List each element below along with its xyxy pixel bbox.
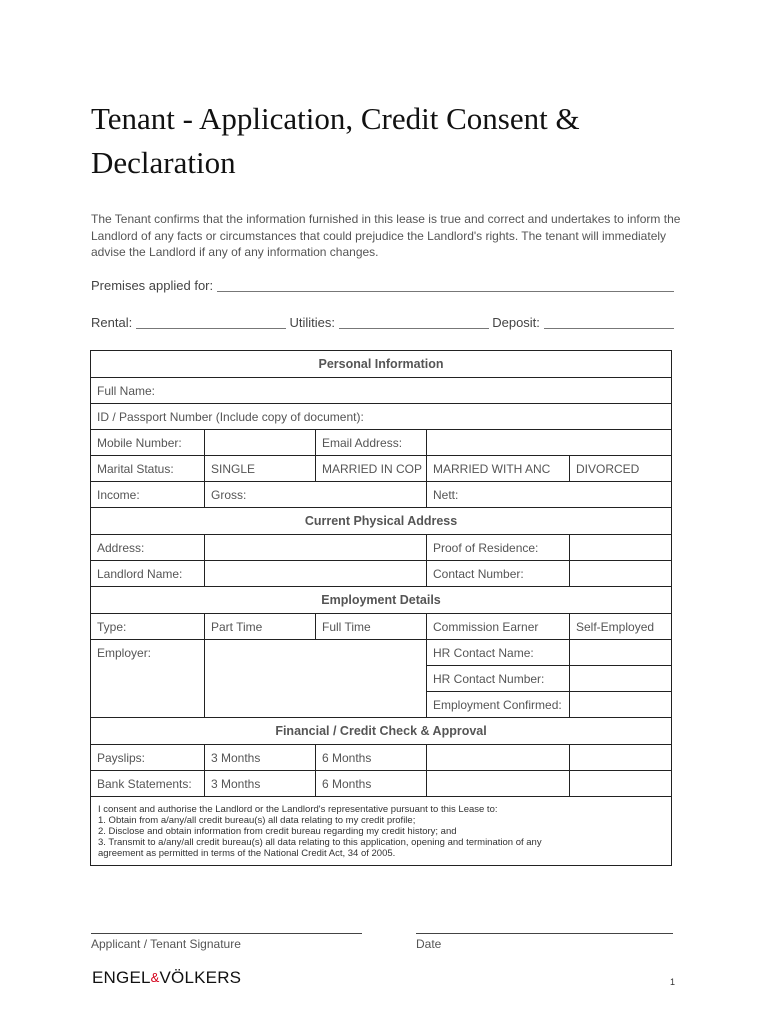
mobile-number-input[interactable] [205,430,316,456]
table-row [91,587,672,614]
mobile-number-label: Mobile Number: [91,430,205,456]
premises-field-row [91,278,674,293]
logo-text-left: ENGEL [92,968,151,987]
email-address-label: Email Address: [316,430,427,456]
payslips-extra-cell[interactable] [427,745,570,771]
page-number: 1 [670,977,676,987]
table-row [91,614,672,640]
table-row [91,745,672,771]
personal-information-heading: Personal Information [91,351,672,378]
credit-consent-text [91,797,672,866]
premises-label: Premises applied for: [91,278,214,293]
logo-text-right: VÖLKERS [159,968,242,987]
consent-line: 2. Disclose and obtain information from credit bureau regarding my credit history; and [98,826,457,837]
email-address-input[interactable] [427,430,672,456]
address-input[interactable] [205,535,427,561]
table-row [91,771,672,797]
date-line[interactable] [416,933,673,934]
hr-contact-name-input[interactable] [570,640,672,666]
employment-type-label: Type: [91,614,205,640]
marital-option-single[interactable]: SINGLE [205,456,316,482]
current-address-heading: Current Physical Address [91,508,672,535]
date-label: Date [416,937,442,951]
consent-line: 1. Obtain from a/any/all credit bureau(s) all data relating to my credit profile; [98,815,416,826]
payslips-3-months-option[interactable]: 3 Months [205,745,316,771]
employment-details-heading: Employment Details [91,587,672,614]
utilities-label: Utilities: [289,315,335,330]
type-option-self-employed[interactable]: Self-Employed [570,614,672,640]
consent-line: 3. Transmit to a/any/all credit bureau(s) all data relating to this application, opening and termination of any [98,837,542,848]
marital-option-divorced[interactable]: DIVORCED [570,456,672,482]
table-row [91,535,672,561]
landlord-name-input[interactable] [205,561,427,587]
landlord-name-label: Landlord Name: [91,561,205,587]
table-row [91,404,672,430]
table-row [91,508,672,535]
hr-contact-number-label: HR Contact Number: [427,666,570,692]
bank-statements-label: Bank Statements: [91,771,205,797]
deposit-label: Deposit: [492,315,540,330]
id-passport-field[interactable]: ID / Passport Number (Include copy of document): [91,404,672,430]
address-label: Address: [91,535,205,561]
table-row [91,561,672,587]
type-option-part-time[interactable]: Part Time [205,614,316,640]
utilities-input-line[interactable] [339,316,489,329]
consent-line: I consent and authorise the Landlord or the Landlord's representative pursuant to this Lease to: [98,804,498,815]
bank-extra-cell[interactable] [427,771,570,797]
proof-of-residence-input[interactable] [570,535,672,561]
table-row [91,482,672,508]
application-form-table [90,350,672,866]
marital-status-label: Marital Status: [91,456,205,482]
hr-contact-name-label: HR Contact Name: [427,640,570,666]
intro-paragraph: The Tenant confirms that the information furnished in this lease is true and correct and undertakes to inform the Landlord of any facts or circumstances that could prejudice the Landlord's rights. The tenant will immediately advise the Landlord if any of any information changes. [91,212,681,259]
table-row [91,378,672,404]
table-row [91,797,672,866]
premises-input-line[interactable] [217,279,674,292]
payslips-label: Payslips: [91,745,205,771]
rental-label: Rental: [91,315,133,330]
table-row [91,456,672,482]
employment-confirmed-label: Employment Confirmed: [427,692,570,718]
contact-number-input[interactable] [570,561,672,587]
nett-income-field[interactable]: Nett: [427,482,672,508]
deposit-input-line[interactable] [544,316,674,329]
payslips-extra-cell[interactable] [570,745,672,771]
table-row [91,430,672,456]
gross-income-field[interactable]: Gross: [205,482,427,508]
bank-3-months-option[interactable]: 3 Months [205,771,316,797]
marital-option-married-cop[interactable]: MARRIED IN COP [316,456,427,482]
table-row [91,351,672,378]
financial-credit-heading: Financial / Credit Check & Approval [91,718,672,745]
income-label: Income: [91,482,205,508]
payslips-6-months-option[interactable]: 6 Months [316,745,427,771]
bank-extra-cell[interactable] [570,771,672,797]
proof-of-residence-label: Proof of Residence: [427,535,570,561]
table-row [91,718,672,745]
employer-label: Employer: [91,640,205,718]
marital-option-married-anc[interactable]: MARRIED WITH ANC [427,456,570,482]
full-name-field[interactable]: Full Name: [91,378,672,404]
rental-input-line[interactable] [136,316,286,329]
signature-line[interactable] [91,933,362,934]
bank-6-months-option[interactable]: 6 Months [316,771,427,797]
signature-label: Applicant / Tenant Signature [91,937,241,951]
employer-input[interactable] [205,640,427,718]
hr-contact-number-input[interactable] [570,666,672,692]
document-title: Tenant - Application, Credit Consent & Declaration [91,101,580,180]
table-row [91,640,672,666]
contact-number-label: Contact Number: [427,561,570,587]
employment-confirmed-input[interactable] [570,692,672,718]
consent-line: agreement as permitted in terms of the National Credit Act, 34 of 2005. [98,848,396,859]
type-option-full-time[interactable]: Full Time [316,614,427,640]
rental-field-row [91,315,674,330]
type-option-commission-earner[interactable]: Commission Earner [427,614,570,640]
engel-volkers-logo [92,968,241,988]
logo-ampersand: & [150,970,160,985]
